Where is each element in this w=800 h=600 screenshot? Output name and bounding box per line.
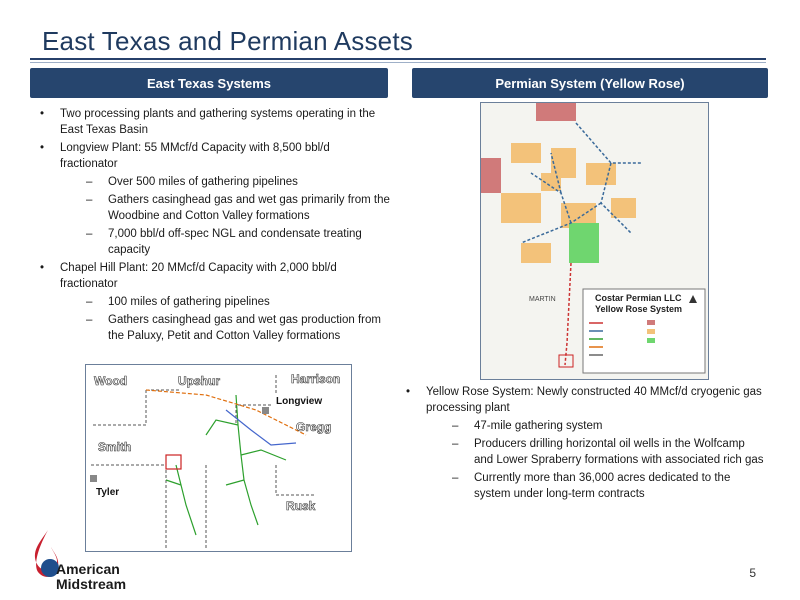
county-label: Gregg — [296, 420, 332, 434]
permian-header: Permian System (Yellow Rose) — [412, 68, 768, 98]
page-title: East Texas and Permian Assets — [42, 26, 413, 56]
permian-map — [480, 102, 709, 380]
bullet-item: • Yellow Rose System: Newly constructed 40 MMcf/d cryogenic gas processing plant – 47-mile gathering system – Producers drilling horizontal oil wells in the Wolfcamp and Lower Spraberry formations with associated rich gas – Currently more than 36,000 acres dedicated to the system under long-term contracts — [396, 384, 766, 502]
sub-bullet-item: – Over 500 miles of gathering pipelines — [60, 174, 390, 190]
logo-text: American Midstream — [56, 561, 127, 592]
east-texas-map-graphic — [86, 365, 351, 551]
bullet-item: • Longview Plant: 55 MMcf/d Capacity with 8,500 bbl/d fractionator – Over 500 miles of gathering pipelines – Gathers casinghead gas and wet gas primarily from the Woodbine and Cotton Valley formations – 7,000 bbl/d off-spec NGL and condensate treating capacity — [30, 140, 390, 258]
bullet-item: • Chapel Hill Plant: 20 MMcf/d Capacity with 2,000 bbl/d fractionator – 100 miles of gathering pipelines – Gathers casinghead gas and wet gas production from the Paluxy, Petit and Cotton Valley formations — [30, 260, 390, 344]
sub-bullet-item: – 47-mile gathering system — [426, 418, 766, 434]
sub-bullets — [426, 418, 766, 502]
east-texas-header: East Texas Systems — [30, 68, 388, 98]
sub-bullet-item: – Gathers casinghead gas and wet gas primarily from the Woodbine and Cotton Valley formations — [60, 192, 390, 224]
county-label: Harrison — [291, 372, 341, 386]
bullet-item: • Two processing plants and gathering systems operating in the East Texas Basin — [30, 106, 390, 138]
page-number: 5 — [749, 566, 756, 580]
east-texas-bullets — [30, 106, 390, 346]
county-label: Smith — [98, 440, 132, 454]
east-texas-map — [85, 364, 352, 552]
city-label: Longview — [276, 396, 323, 407]
sub-bullet-item: – Gathers casinghead gas and wet gas production from the Paluxy, Petit and Cotton Valley formations — [60, 312, 390, 344]
sub-bullets — [60, 294, 390, 344]
county-label: Wood — [94, 374, 128, 388]
permian-bullets — [396, 384, 766, 504]
title-rule — [30, 58, 766, 60]
title-rule-thin — [30, 62, 766, 63]
county-label: Upshur — [178, 374, 220, 388]
county-label: Rusk — [286, 499, 316, 513]
sub-bullets — [60, 174, 390, 258]
city-label: Tyler — [96, 487, 120, 498]
permian-map-graphic — [481, 103, 708, 379]
sub-bullet-item: – 100 miles of gathering pipelines — [60, 294, 390, 310]
legend-title: Costar Permian LLC — [595, 293, 682, 303]
sub-bullet-item: – Currently more than 36,000 acres dedicated to the system under long-term contracts — [426, 470, 766, 502]
legend-subtitle: Yellow Rose System — [595, 304, 683, 314]
sub-bullet-item: – 7,000 bbl/d off-spec NGL and condensate treating capacity — [60, 226, 390, 258]
sub-bullet-item: – Producers drilling horizontal oil wells in the Wolfcamp and Lower Spraberry formations with associated rich gas — [426, 436, 766, 468]
county-label: MARTIN — [529, 296, 556, 303]
